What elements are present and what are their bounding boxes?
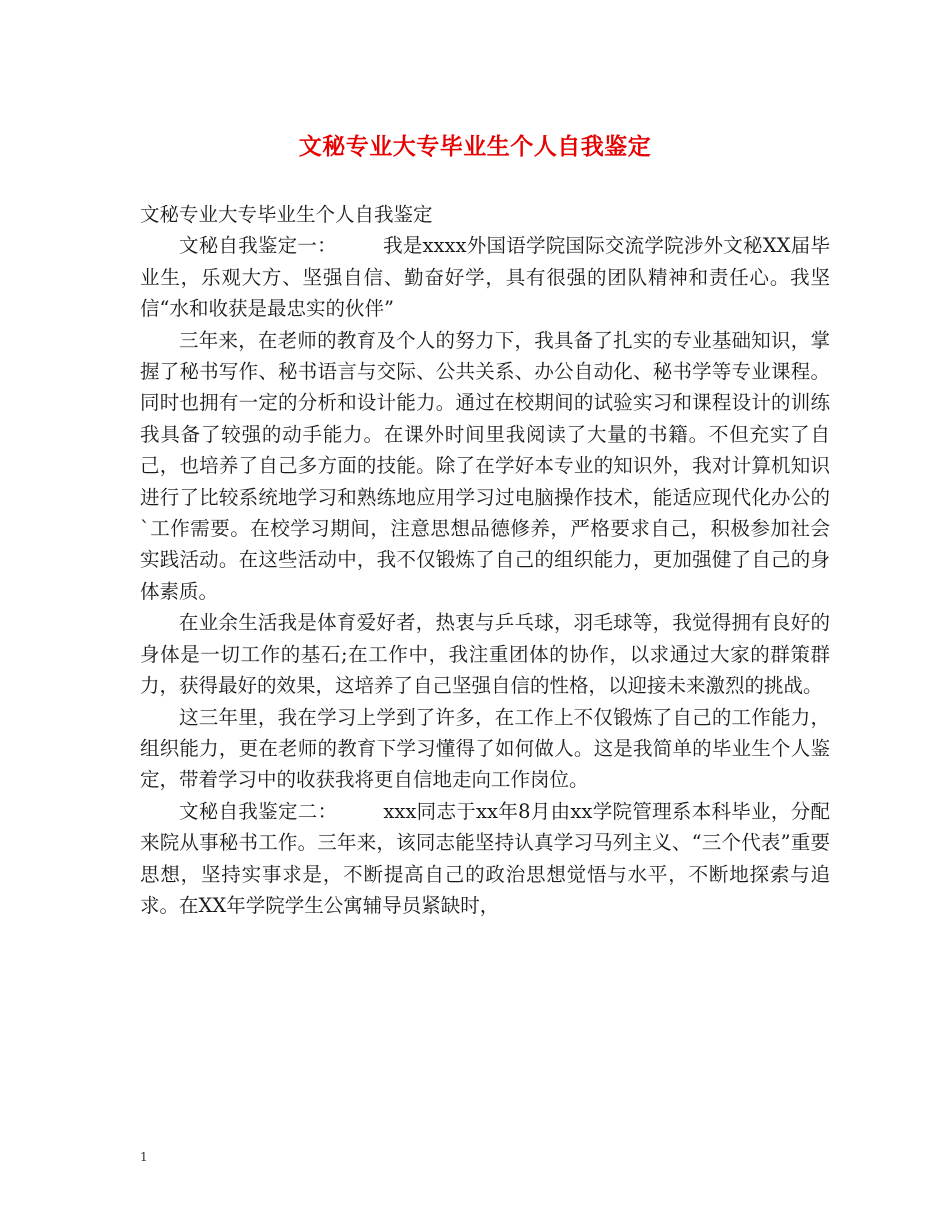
document-subtitle: 文秘专业大专毕业生个人自我鉴定 [140, 203, 433, 226]
body-paragraph: 这三年里，我在学习上学到了许多，在工作上不仅锻炼了自己的工作能力，组织能力，更在老师的教育下学习懂得了如何做人。这是我简单的毕业生个人鉴定，带着学习中的收获我将更自信地走向工作岗位。 [140, 705, 830, 792]
section1-intro: 我是xxxx外国语学院国际交流学院涉外文秘XX届毕业生，乐观大方、坚强自信、勤奋好学，具有很强的团队精神和责任心。我坚信“水和收获是最忠实的伙伴” [140, 234, 830, 321]
page-number: 1 [140, 1150, 148, 1164]
body-paragraph: 在业余生活我是体育爱好者，热衷与乒乓球，羽毛球等，我觉得拥有良好的身体是一切工作的基石;在工作中，我注重团体的协作，以求通过大家的群策群力，获得最好的效果，这培养了自己坚强自信的性格，以迎接未来激烈的挑战。 [140, 611, 830, 698]
section2-label: 文秘自我鉴定二： [179, 799, 338, 823]
section1-paragraph [140, 230, 830, 324]
document-title: 文秘专业大专毕业生个人自我鉴定 [298, 134, 652, 160]
section1-label: 文秘自我鉴定一： [179, 234, 337, 258]
section2-intro: xxx同志于xx年8月由xx学院管理系本科毕业，分配来院从事秘书工作。三年来，该同志能坚持认真学习马列主义、“三个代表”重要思想，坚持实事求是，不断提高自己的政治思想觉悟与水平，不断地探索与追求。在XX年学院学生公寓辅导员紧缺时， [140, 799, 830, 917]
section2-paragraph [140, 796, 830, 922]
document-body [140, 199, 830, 921]
body-paragraph: 三年来，在老师的教育及个人的努力下，我具备了扎实的专业基础知识，掌握了秘书写作、秘书语言与交际、公共关系、办公自动化、秘书学等专业课程。同时也拥有一定的分析和设计能力。通过在校期间的试验实习和课程设计的训练我具备了较强的动手能力。在课外时间里我阅读了大量的书籍。不但充实了自己，也培养了自己多方面的技能。除了在学好本专业的知识外，我对计算机知识进行了比较系统地学习和熟练地应用学习过电脑操作技术，能适应现代化办公的`工作需要。在校学习期间，注意思想品德修养，严格要求自己，积极参加社会实践活动。在这些活动中，我不仅锻炼了自己的组织能力，更加强健了自己的身体素质。 [140, 328, 830, 603]
